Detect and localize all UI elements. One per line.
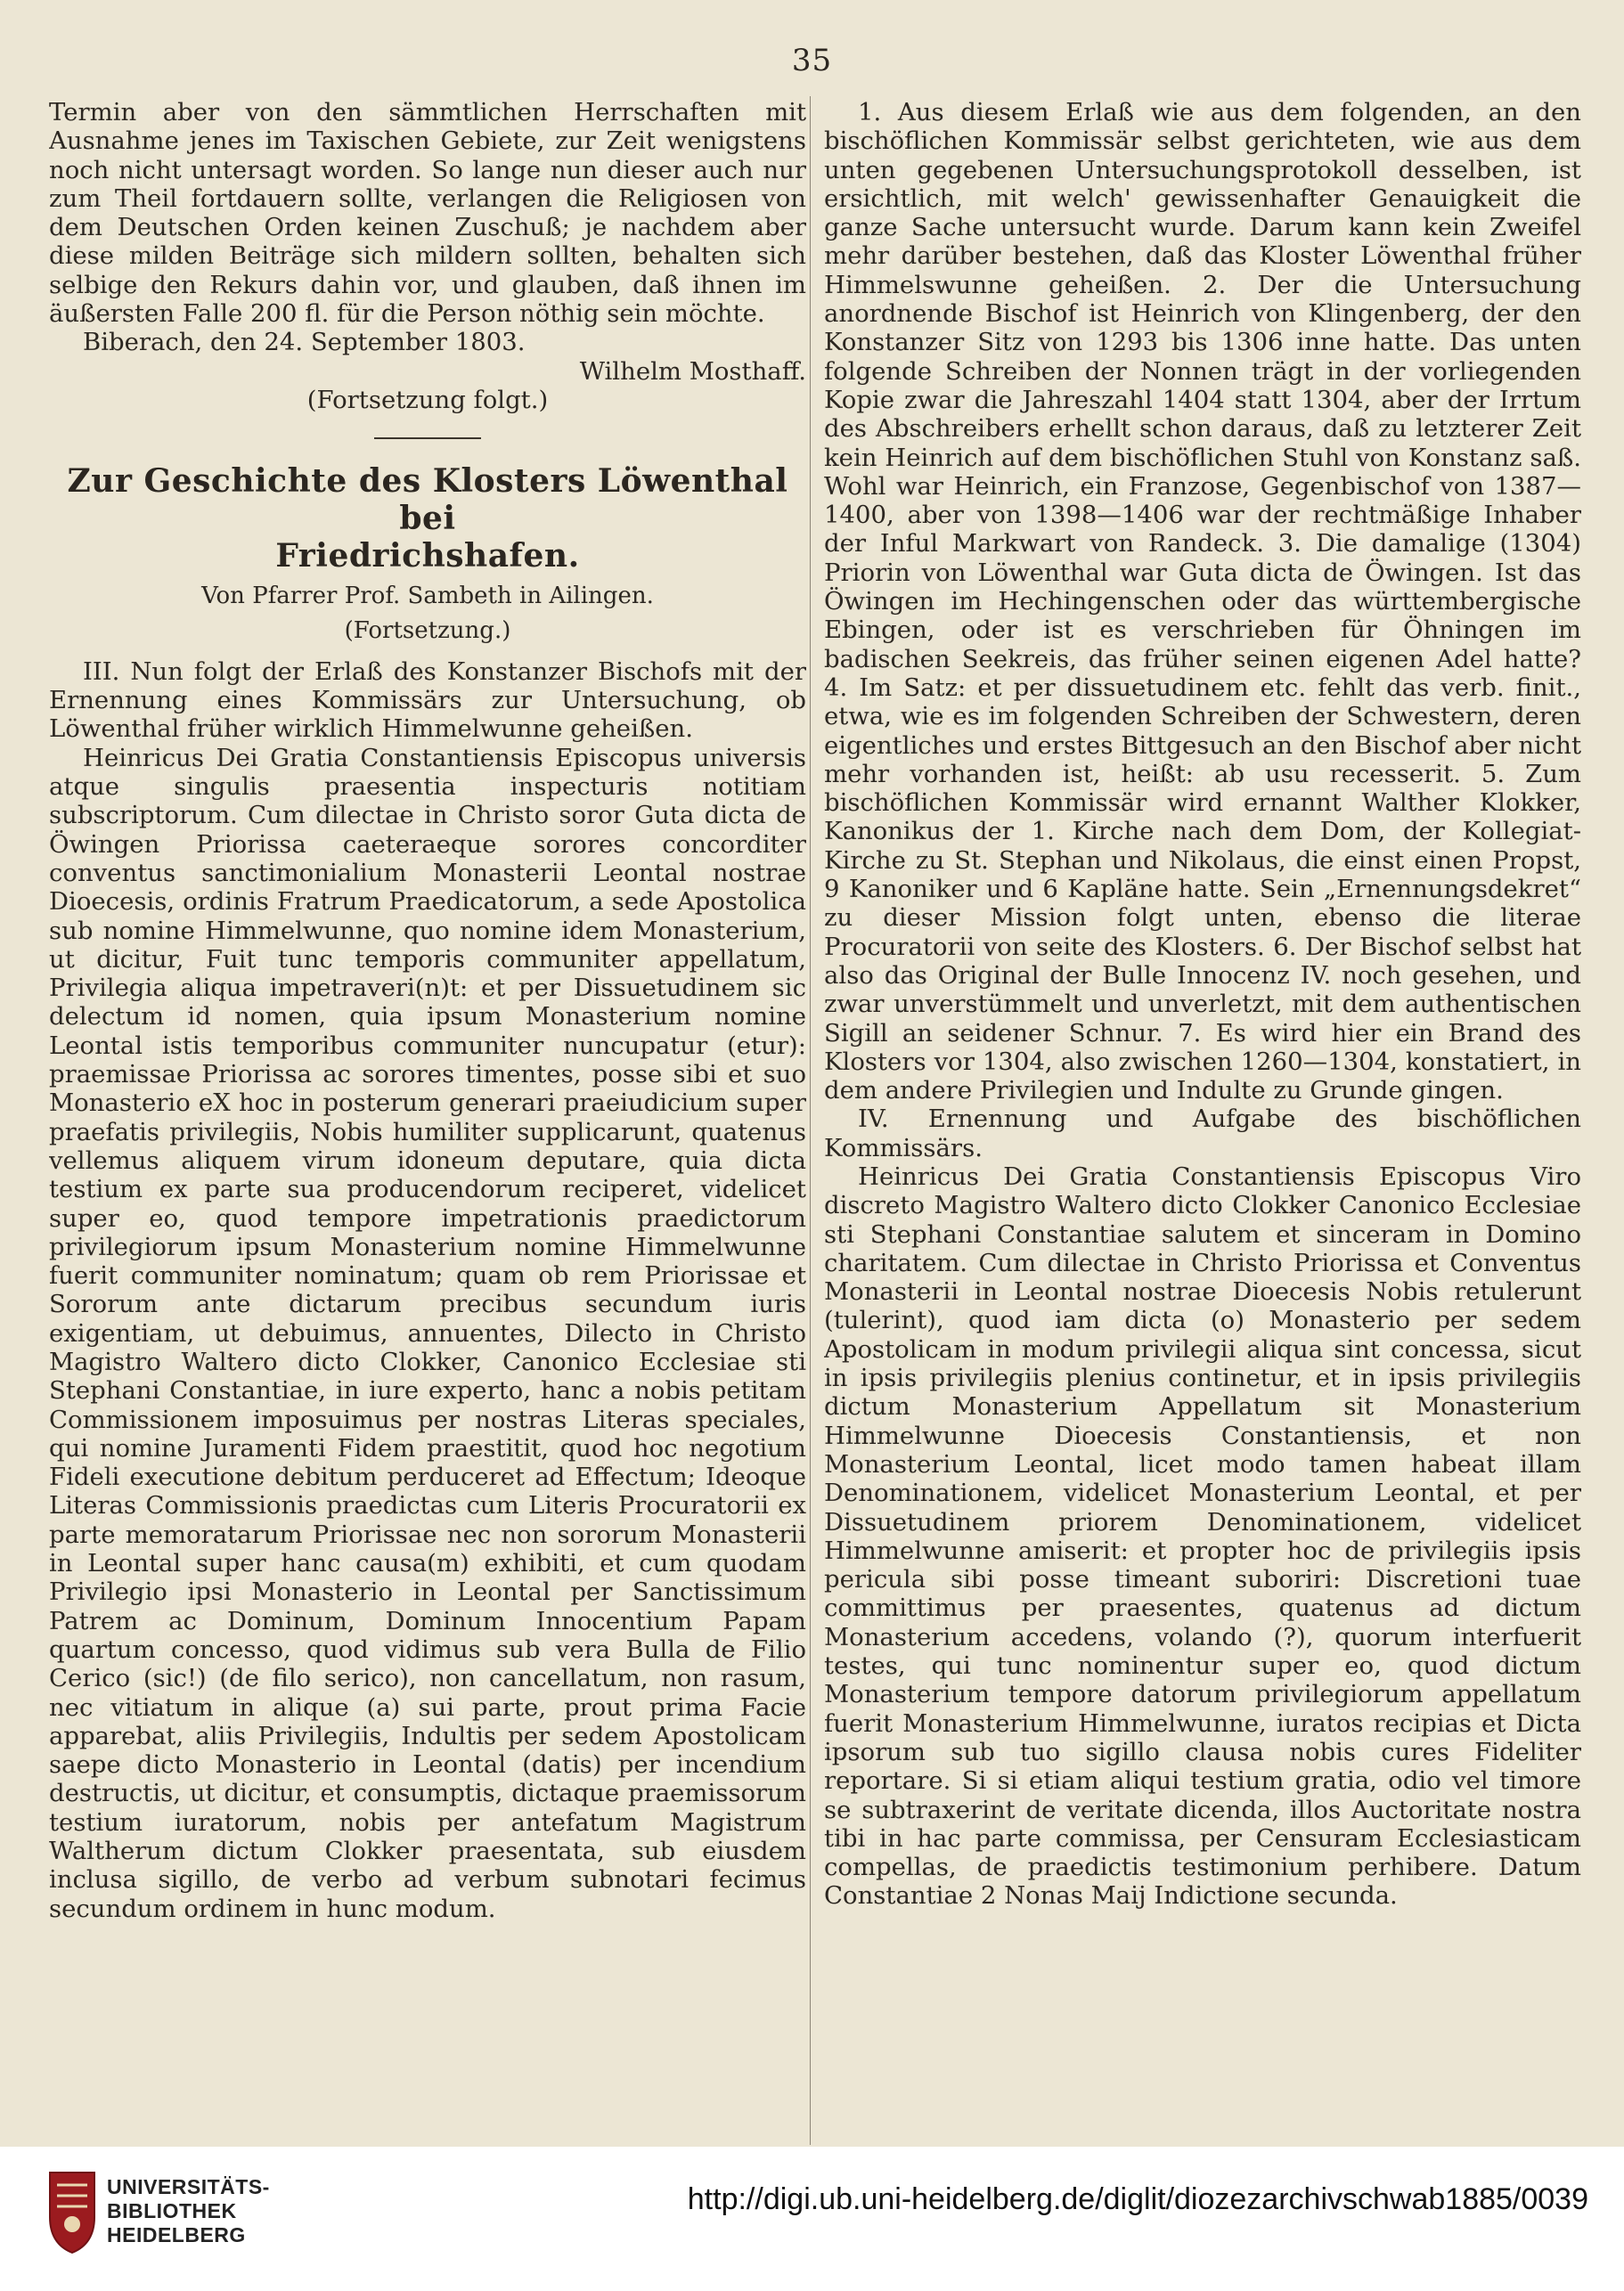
- section-divider: [374, 437, 481, 439]
- footnotes-paragraph: 1. Aus diesem Erlaß wie aus dem folgenden, an den bischöflichen Kommissär selbst gerichteten, wie aus dem unten gegebenen Untersuchungsprotokoll desselben, ist ersichtlich, mit welch' gewissenhafter Genauigkeit die ganze Sache untersucht wurde. Darum kann kein Zweifel mehr darüber bestehen, daß das Kloster Löwenthal früher Himmelswunne geheißen. 2. Der die Untersuchung anordnende Bischof ist Heinrich von Klingenberg, der den Konstanzer Sitz von 1293 bis 1306 inne hatte. Das unten folgende Schreiben der Nonnen trägt in der vorliegenden Kopie zwar die Jahreszahl 1404 statt 1304, aber der Irrtum des Abschreibers erhellt schon daraus, daß zu letzterer Zeit kein Heinrich auf dem bischöflichen Stuhl von Konstanz saß. Wohl war Heinrich, ein Franzose, Gegenbischof von 1387—1400, aber von 1398—1406 war der rechtmäßige Inhaber der Inful Markwart von Randeck. 3. Die damalige (1304) Priorin von Löwenthal war Guta dicta de Öwingen. Ist das Öwingen im Hechingenschen oder das württembergische Ebingen, oder ist es verschrieben für Öhningen im badischen Seekreis, das früher seinen eigenen Adel hatte? 4. Im Satz: et per dissuetudinem etc. fehlt das verb. finit., etwa, wie es im folgenden Schreiben der Schwestern, deren eigentliches und erstes Bittgesuch an den Bischof aber nicht mehr vorhanden ist, heißt: ab usu recesserit. 5. Zum bischöflichen Kommissär wird ernannt Walther Klokker, Kanonikus der 1. Kirche nach dem Dom, der Kollegiat-Kirche zu St. Stephan und Nikolaus, die einst einen Propst, 9 Kanoniker und 6 Kapläne hatte. Sein „Ernennungsdekret“ zu dieser Mission folgt unten, ebenso die literae Procuratorii von seite des Klosters. 6. Der Bischof selbst hat also das Original der Bulle Innocenz IV. noch gesehen, und zwar unverstümmelt und unverletzt, mit dem authentischen Sigill an seidener Schnur. 7. Es wird hier ein Brand des Klosters vor 1304, also zwischen 1260—1304, konstatiert, in dem andere Privilegien und Indulte zu Grunde gingen.: [824, 98, 1581, 1105]
- latin-decree-text: Heinricus Dei Gratia Constantiensis Episcopus universis atque singulis praesentia inspecturis notitiam subscriptorum. Cum dilectae in Christo soror Guta dicta de Öwingen Priorissa caeteraeque sorores concorditer conventus sanctimonialium Monasterii Leontal nostrae Dioecesis, ordinis Fratrum Praedicatorum, a sede Apostolica sub nomine Himmelwunne, quo nomine idem Monasterium, ut dicitur, Fuit tunc temporis communiter appellatum, Privilegia aliqua impetraveri(n)t: et per Dissuetudinem sic delectum id nomen, quia ipsum Monasterium nomine Leontal istis temporibus communiter nuncupatur (etur): praemissae Priorissa ac sorores timentes, posse sibi et suo Monasterio eX hoc in posterum generari praeiudicium super praefatis privilegiis, Nobis humiliter supplicarunt, quatenus vellemus aliquem virum idoneum deputare, quia dicta testium ex parte sua producendorum reciperet, videlicet super eo, quod tempore impetrationis praedictorum privilegiorum ipsum Monasterium nomine Himmelwunne fuerit communiter nominatum; quam ob rem Priorissae et Sororum ante dictarum precibus secundum iuris exigentiam, ut debuimus, annuentes, Dilecto in Christo Magistro Waltero dicto Clokker, Canonico Ecclesiae sti Stephani Constantiae, in iure experto, hanc a nobis petitam Commissionem imposuimus per nostras Literas speciales, qui nomine Juramenti Fidem praestitit, quod hoc negotium Fideli executione debitum perduceret ad Effectum; Ideoque Literas Commissionis praedictas cum Literis Procuratorii ex parte memoratarum Priorissae nec non sororum Monasterii in Leontal super hanc causa(m) exhibiti, et cum quodam Privilegio ipsi Monasterio in Leontal per Sanctissimum Patrem ac Dominum, Dominum Innocentium Papam quartum concesso, quod vidimus sub vera Bulla de Filio Cerico (sic!) (de filo serico), non cancellatum, non rasum, nec vitiatum in alique (a) sui parte, prout prima Facie apparebat, aliis Privilegiis, Indultis per sedem Apostolicam saepe dicto Monasterio in Leontal (datis) per incendium destructis, ut dicitur, et consumptis, dictaque praemissorum testium iuratorum, nobis per antefatum Magistrum Waltherum dictum Clokker praesentata, sub eiusdem inclusa sigillo, de verbo ad verbum subnotari fecimus secundum ordinem in hunc modum.: [49, 743, 806, 1923]
- byline: Von Pfarrer Prof. Sambeth in Ailingen.: [201, 583, 654, 610]
- article-title: [49, 462, 806, 575]
- university-seal-icon: [45, 2167, 100, 2256]
- article-title-line-2: Friedrichshafen.: [275, 537, 580, 575]
- right-column: [824, 98, 1581, 2147]
- column-divider: [810, 96, 811, 2145]
- institution-line-1: UNIVERSITÄTS-: [107, 2175, 270, 2198]
- institution-line-2: BIBLIOTHEK: [107, 2199, 237, 2222]
- continued-note: (Fortsetzung folgt.): [306, 385, 549, 414]
- section-III-paragraph: III. Nun folgt der Erlaß des Konstanzer Bischofs mit der Ernennung eines Kommissärs zur Untersuchung, ob Löwenthal früher wirklich Himmelwunne geheißen.: [49, 656, 806, 744]
- paragraph-tax-continuation: Termin aber von den sämmtlichen Herrschaften mit Ausnahme jenes im Taxischen Gebiete, zur Zeit wenigstens noch nicht untersagt worden. So lange nun dieser auch nur zum Theil fortdauern sollte, verlangen die Religiosen von dem Deutschen Orden keinen Zuschuß; je nachdem aber diese milden Beiträge sich mildern sollten, behalten sich selbige den Rekurs dahin vor, und glauben, daß ihnen im äußersten Falle 200 fl. für die Person nöthig sein möchte.: [49, 98, 806, 329]
- institution-line-3: HEIDELBERG: [107, 2223, 246, 2246]
- signature: Wilhelm Mosthaff.: [579, 356, 806, 386]
- section-IV-heading: IV. Ernennung und Aufgabe des bischöflichen Kommissärs.: [824, 1105, 1581, 1162]
- continuation-note: (Fortsetzung.): [344, 616, 511, 644]
- article-title-line-1: Zur Geschichte des Klosters Löwenthal bei: [67, 462, 788, 538]
- page-number: 35: [791, 43, 833, 78]
- footer-url-link[interactable]: http://digi.ub.uni-heidelberg.de/diglit/diozezarchivschwab1885/0039: [687, 2182, 1588, 2216]
- dateline: Biberach, den 24. September 1803.: [83, 328, 526, 357]
- latin-commission-text: Heinricus Dei Gratia Constantiensis Episcopus Viro discreto Magistro Waltero dicto Clokker Canonico Ecclesiae sti Stephani Constantiae salutem et sinceram in Domino charitatem. Cum dilectae in Christo Priorissa et Conventus Monasterii in Leontal nostrae Dioecesis Nobis retulerunt (tulerint), quod iam dicta (o) Monasterio per sedem Apostolicam in modum privilegii aliqua sint concessa, sicut in ipsis privilegiis plenius continetur, et in ipsis privilegiis dictum Monasterium Appellatum sit Monasterium Himmelwunne Dioecesis Constantiensis, et non Monasterium Leontal, licet modo tamen habeat illam Denominationem, videlicet Monasterium Leontal, et per Dissuetudinem priorem Denominationem, videlicet Himmelwunne amiserit: et propter hoc de privilegiis ipsis pericula sibi posse timeant suboriri: Discretioni tuae committimus per praesentes, quatenus ad dictum Monasterium accedens, volando (?), quorum interfuerit testes, qui tunc nominentur super eo, quod dictum Monasterium tempore datorum privilegiorum appellatum fuerit Monasterium Himmelwunne, iuratos recipias et Dicta ipsorum sub tuo sigillo clausa nobis cures Fideliter reportare. Si si etiam aliqui testium gratia, odio vel timore se subtraxerint de veritate dicenda, illos Auctoritate nostra tibi in hac parte commissa, per Censuram Ecclesiasticam compellas, de praedictis testimonium perhibere. Datum Constantiae 2 Nonas Maij Indictione secunda.: [824, 1162, 1581, 1911]
- left-column: [49, 98, 806, 2147]
- footer-institution: [107, 2175, 270, 2247]
